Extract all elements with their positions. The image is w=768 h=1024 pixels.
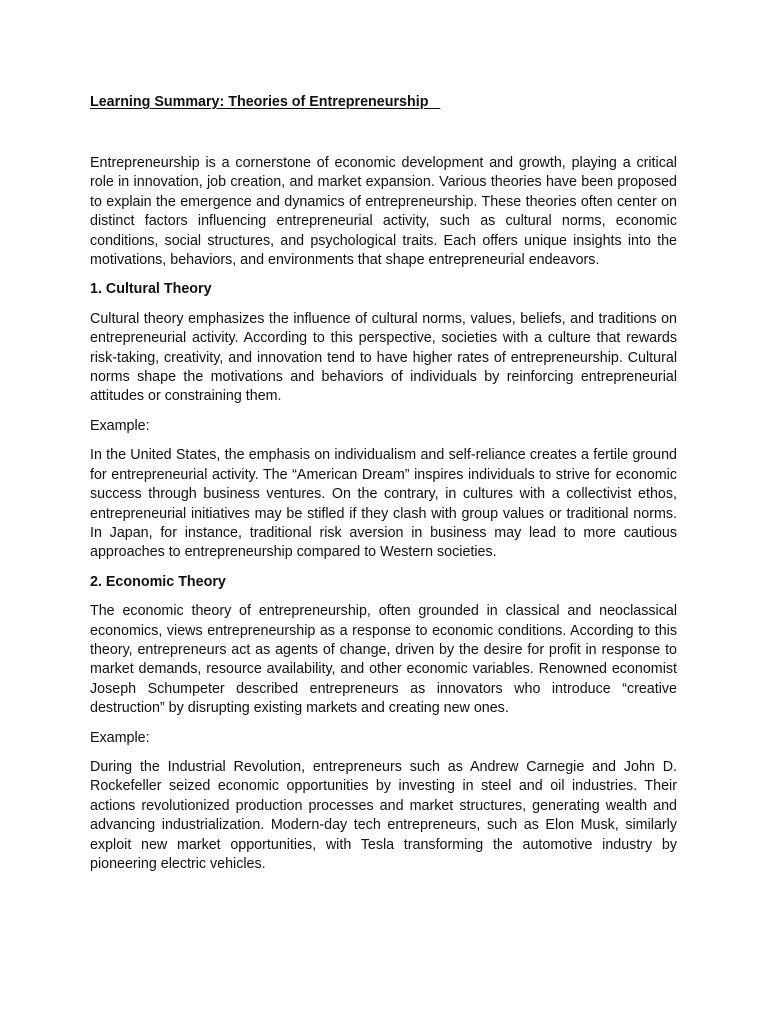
document-title: Learning Summary: Theories of Entrepreneurship: [90, 94, 441, 110]
example-label: Example:: [90, 729, 150, 746]
section-heading: 1. Cultural Theory: [90, 281, 212, 298]
example-paragraph: In the United States, the emphasis on individualism and self-reliance creates a fertile ground for entrepreneurial activity. The “American Dream” inspires individuals to strive for economic success through business ventures. On the contrary, in cultures with a collectivist ethos, entrepreneurial initiatives may be stifled if they clash with group values or traditional norms. In Japan, for instance, traditional risk aversion in business may lead to more cautious approaches to entrepreneurship compared to Western societies.: [90, 447, 677, 561]
example-paragraph: During the Industrial Revolution, entrepreneurs such as Andrew Carnegie and John D. Rockefeller seized economic opportunities by investing in steel and oil industries. Their actions revolutionized production processes and market structures, generating wealth and advancing industrialization. Modern-day tech entrepreneurs, such as Elon Musk, similarly exploit new market opportunities, with Tesla transforming the automotive industry by pioneering electric vehicles.: [90, 758, 677, 872]
intro-paragraph: Entrepreneurship is a cornerstone of economic development and growth, playing a critical role in innovation, job creation, and market expansion. Various theories have been proposed to explain the emergence and dynamics of entrepreneurship. These theories often center on distinct factors influencing entrepreneurial activity, such as cultural norms, economic conditions, social structures, and psychological traits. Each offers unique insights into the motivations, behaviors, and environments that shape entrepreneurial endeavors.: [90, 155, 677, 269]
section-cultural-theory: [90, 280, 677, 562]
section-economic-theory: [90, 573, 677, 875]
section-body: Cultural theory emphasizes the influence of cultural norms, values, beliefs, and traditions on entrepreneurial activity. According to this perspective, societies with a culture that rewards risk-taking, creativity, and innovation tend to have higher rates of entrepreneurship. Cultural norms shape the motivations and behaviors of individuals by reinforcing entrepreneurial attitudes or constraining them.: [90, 310, 677, 405]
document-page: [90, 94, 677, 874]
section-body: The economic theory of entrepreneurship, often grounded in classical and neoclassical economics, views entrepreneurship as a response to economic conditions. According to this theory, entrepreneurs act as agents of change, driven by the desire for profit in response to market demands, resource availability, and other economic variables. Renowned economist Joseph Schumpeter described entrepreneurs as innovators who introduce “creative destruction” by disrupting existing markets and creating new ones.: [90, 603, 677, 717]
example-label: Example:: [90, 417, 150, 434]
section-heading: 2. Economic Theory: [90, 573, 226, 590]
